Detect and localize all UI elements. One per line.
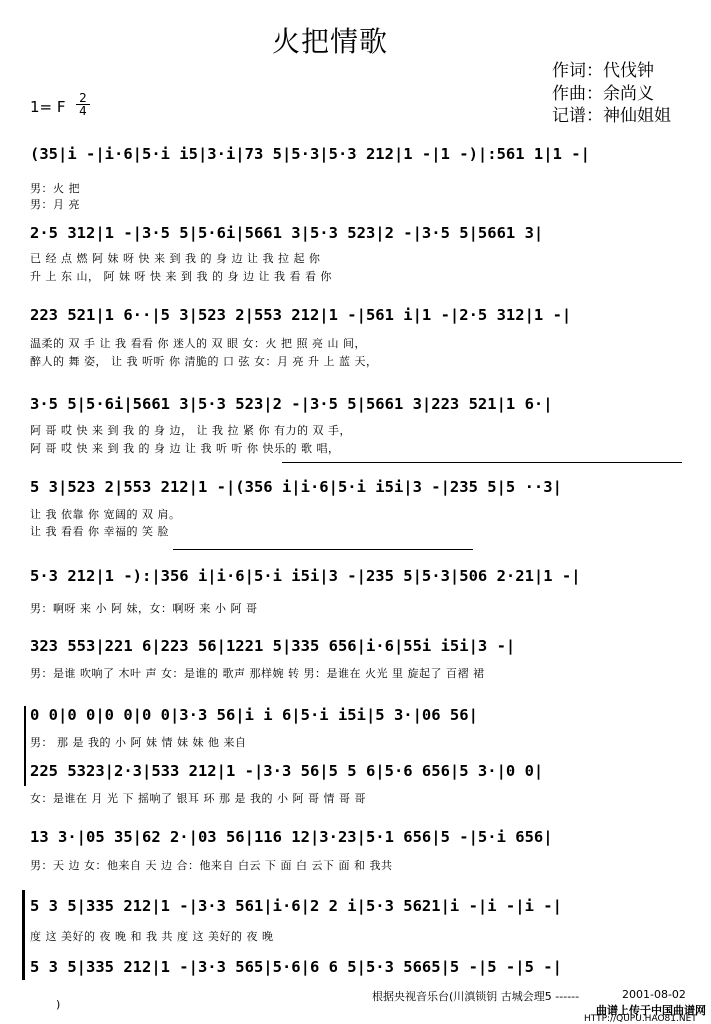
final-bracket	[22, 890, 25, 980]
lyric-line: 温柔的 双 手 让 我 看看 你 迷人的 双 眼 女：火 把 照 亮 山 间，	[30, 337, 366, 350]
volta-bracket	[282, 462, 682, 463]
lyric-line: 让 我 依靠 你 宽阔的 双 肩。	[30, 508, 181, 521]
lyric-line: 男：是谁 吹响了 木叶 声 女：是谁的 歌声 那样婉 转 男：是谁在 火光 里 旋起了 百褶 裙	[30, 667, 485, 680]
notation-line: 5·3 212|1 -):|356 i|i·6|5·i i5i|3 -|235 5|5·3|506 2·21|1 -|	[30, 567, 581, 585]
lyric-line: 男：啊呀 来 小 阿 妹，女：啊呀 来 小 阿 哥	[30, 602, 258, 615]
notation-line: 0 0|0 0|0 0|0 0|3·3 56|i i 6|5·i i5i|5 3·|06 56|	[30, 706, 478, 724]
watermark-line-1: 曲谱上传于中国曲谱网	[596, 1004, 706, 1017]
time-signature-top: 2	[76, 92, 90, 105]
lyric-line: 阿 哥 哎 快 来 到 我 的 身 边， 让 我 拉 紧 你 有力的 双 手，	[30, 424, 351, 437]
composer-credit: 作曲：余尚义	[552, 84, 654, 104]
notation-line: 2·5 312|1 -|3·5 5|5·6i|5661 3|5·3 523|2 -|3·5 5|5661 3|	[30, 224, 544, 242]
notation-line: 5 3 5|335 212|1 -|3·3 561|i·6|2 2 i|5·3 5621|i -|i -|i -|	[30, 897, 562, 915]
time-signature	[76, 92, 90, 117]
lyric-line: 度 这 美好的 夜 晚 和 我 共 度 这 美好的 夜 晚	[30, 930, 274, 943]
lyric-line: 女：是谁在 月 光 下 摇响了 银耳 环 那 是 我的 小 阿 哥 情 哥 哥	[30, 792, 366, 805]
duet-bracket	[24, 706, 26, 786]
lyric-line: 男：火 把	[30, 182, 80, 195]
lyricist-credit: 作词：代伐钟	[552, 61, 654, 81]
lyric-line: 男： 那 是 我的 小 阿 妹 情 妹 妹 他 来自	[30, 736, 247, 749]
lyric-line: 男：月 亮	[30, 198, 80, 211]
notation-line: 5 3 5|335 212|1 -|3·3 565|5·6|6 6 5|5·3 5665|5 -|5 -|5 -|	[30, 958, 562, 976]
notation-line: 223 521|1 6··|5 3|523 2|553 212|1 -|561 i|1 -|2·5 312|1 -|	[30, 306, 572, 324]
transcriber-credit: 记谱：神仙姐姐	[552, 106, 671, 126]
notation-line: 225 5323|2·3|533 212|1 -|3·3 56|5 5 6|5·6 656|5 3·|0 0|	[30, 762, 544, 780]
date-note: 2001-08-02	[622, 988, 686, 1001]
notation-line: 323 553|221 6|223 56|1221 5|335 656|i·6|55i i5i|3 -|	[30, 637, 516, 655]
notation-line: 13 3·|05 35|62 2·|03 56|116 12|3·23|5·1 656|5 -|5·i 656|	[30, 828, 553, 846]
lyric-line: 醉人的 舞 姿， 让 我 听听 你 清脆的 口 弦 女：月 亮 升 上 蓝 天，	[30, 355, 378, 368]
notation-line: 3·5 5|5·6i|5661 3|5·3 523|2 -|3·5 5|5661 3|223 521|1 6·|	[30, 395, 553, 413]
notation-line: (35|i -|i·6|5·i i5|3·i|73 5|5·3|5·3 212|1 -|1 -)|:561 1|1 -|	[30, 145, 590, 163]
page-title: 火把情歌	[271, 25, 388, 58]
lyric-line: 已 经 点 燃 阿 妹 呀 快 来 到 我 的 身 边 让 我 拉 起 你	[30, 252, 321, 265]
watermark-line-2: HTTP://QUPU.HAO81.NET	[584, 1014, 697, 1024]
footer-paren: )	[56, 998, 61, 1011]
notation-line: 5 3|523 2|553 212|1 -|(356 i|i·6|5·i i5i|3 -|235 5|5 ··3|	[30, 478, 562, 496]
lyric-line: 阿 哥 哎 快 来 到 我 的 身 边 让 我 听 听 你 快乐的 歌 唱，	[30, 442, 340, 455]
source-note: 根据央视音乐台(川滇锁钥 古城会理5 ------	[372, 990, 580, 1003]
lyric-line: 男：天 边 女：他来自 天 边 合：他来自 白云 下 面 白 云下 面 和 我共	[30, 859, 393, 872]
volta-bracket	[173, 549, 473, 550]
key-signature: 1= F	[30, 98, 66, 116]
lyric-line: 升 上 东 山， 阿 妹 呀 快 来 到 我 的 身 边 让 我 看 看 你	[30, 270, 332, 283]
lyric-line: 让 我 看看 你 幸福的 笑 脸	[30, 525, 169, 538]
time-signature-bottom: 4	[79, 104, 87, 118]
